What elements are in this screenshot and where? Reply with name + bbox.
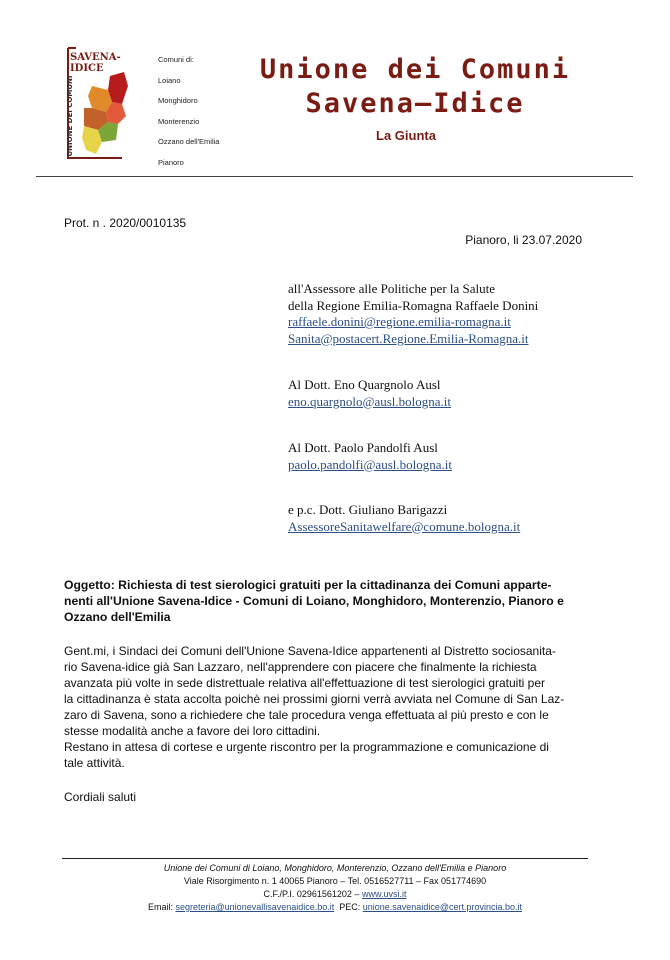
body-line: avanzata più volte in sede distrettuale relativa all'effettuazione di test sierologici gratuiti per [64,676,546,690]
footer-email-label: Email: [148,902,176,912]
recipient-block [288,281,538,347]
logo-text-side: UNIONE DEI COMUNI [66,75,74,157]
recipient-line: Al Dott. Eno Quargnolo Ausl [288,377,441,392]
header-divider [36,176,633,177]
letter-subject [64,577,609,625]
member-town: Monghidoro [158,96,198,106]
recipient-block [288,502,520,535]
recipient-email-link[interactable]: raffaele.donini@regione.emilia-romagna.it [288,314,511,329]
body-line: rio Savena-idice già San Lazzaro, nell'apprendere con piacere che finalmente la richiesta [64,660,537,674]
footer-tax-text: C.F./P.I. 02961561202 – [263,889,362,899]
member-town: Pianoro [158,157,184,167]
header-title-line2: Savena–Idice [305,88,525,119]
recipient-block [288,377,451,410]
footer-website-link[interactable]: www.uvsi.it [361,889,407,899]
header-title-line1: Unione dei Comuni [259,54,571,85]
footer-tax-id [0,888,670,901]
footer [0,862,670,914]
member-town: Ozzano dell'Emilia [158,137,220,147]
body-line: Gent.mi, i Sindaci dei Comuni dell'Unione Savena-Idice appartenenti al Distretto sociosanita- [64,644,556,658]
header-subtitle: La Giunta [376,128,436,143]
recipient-email-link[interactable]: AssessoreSanitawelfare@comune.bologna.it [288,518,521,534]
footer-contacts [0,901,670,914]
recipient-email-link[interactable]: eno.quargnolo@ausl.bologna.it [288,393,452,409]
body-line: tale attività. [64,756,125,770]
footer-union-name: Unione dei Comuni di Loiano, Monghidoro, Monterenzio, Ozzano dell'Emilia e Pianoro [163,863,507,873]
body-line: la cittadinanza è stata accolta poichè nei prossimi giorni verrà avviata nel Comune di San Laz- [64,692,565,706]
recipient-block [288,440,452,473]
subject-line: nenti all'Unione Savena-Idice - Comuni di Loiano, Monghidoro, Monterenzio, Pianoro e [64,594,564,608]
recipient-line: Al Dott. Paolo Pandolfi Ausl [288,440,438,455]
member-town: Monterenzio [158,116,200,126]
subject-line: Oggetto: Richiesta di test sierologici gratuiti per la cittadinanza dei Comuni apparte- [64,578,552,592]
recipient-email-link[interactable]: paolo.pandolfi@ausl.bologna.it [288,456,452,472]
recipient-line: all'Assessore alle Politiche per la Salute [288,281,496,296]
footer-email-link[interactable]: segreteria@unionevallisavenaidice.bo.it [175,902,335,912]
place-date: Pianoro, li 23.07.2020 [465,233,582,247]
protocol-number: Prot. n . 2020/0010135 [64,216,187,230]
body-line: stesse modalità anche a favore dei loro cittadini. [64,724,321,738]
recipient-line: della Regione Emilia-Romagna Raffaele Donini [288,297,539,313]
closing: Cordiali saluti [64,790,137,804]
recipient-line: e p.c. Dott. Giuliano Barigazzi [288,502,448,517]
footer-pec-label: PEC: [334,902,363,912]
subject-line: Ozzano dell'Emilia [64,610,171,624]
member-town: Loiano [158,75,181,85]
body-line: zaro di Savena, sono a richiedere che tale procedura venga effettuata al più presto e con le [64,708,549,722]
member-towns-heading: Comuni di: [158,55,194,64]
footer-address: Viale Risorgimento n. 1 40065 Pianoro – Tel. 0516527711 – Fax 051774690 [183,876,487,886]
body-line: Restano in attesa di cortese e urgente riscontro per la programmazione e comunicazione di [64,740,549,754]
logo-text-top: SAVENA-IDICE [70,52,121,74]
footer-divider [62,858,588,859]
footer-pec-link[interactable]: unione.savenaidice@cert.provincia.bo.it [362,902,522,912]
letter-body [64,643,609,771]
recipient-email-link[interactable]: Sanita@postacert.Regione.Emilia-Romagna.it [288,330,529,346]
